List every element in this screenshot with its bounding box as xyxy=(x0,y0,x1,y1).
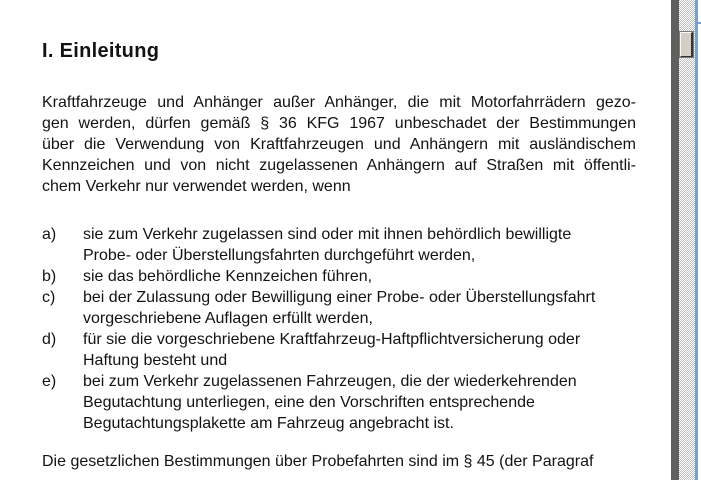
list-item-text xyxy=(83,329,636,371)
list-item xyxy=(42,224,636,266)
list-item-text xyxy=(83,371,636,434)
conditions-list xyxy=(42,224,636,434)
scrollbar-thumb[interactable] xyxy=(679,31,694,58)
text-line: bei der Zulassung oder Bewilligung einer Probe- oder Überstellungsfahrt xyxy=(83,289,596,306)
closing-paragraph xyxy=(42,451,636,472)
text-line: gen werden, dürfen gemäß § 36 KFG 1967 unbeschadet der Bestimmungen xyxy=(42,115,636,132)
text-line: Begutachtung unterliegen, eine den Vorschriften entsprechende xyxy=(83,394,535,411)
scrollbar-track[interactable] xyxy=(679,0,695,480)
text-line: über die Verwendung von Kraftfahrzeugen und Anhängern mit ausländischem xyxy=(42,136,636,153)
list-item-text xyxy=(83,287,636,329)
list-item xyxy=(42,266,636,287)
text-line: Kennzeichen und von nicht zugelassenen Anhängern auf Straßen mit öffentli- xyxy=(42,157,636,174)
text-line: sie das behördliche Kennzeichen führen, xyxy=(83,268,373,285)
list-item-label: e) xyxy=(42,373,57,390)
list-item xyxy=(42,371,636,434)
text-line: chem Verkehr nur verwendet werden, wenn xyxy=(42,178,351,195)
page-edge-bar xyxy=(671,0,679,480)
list-item-text xyxy=(83,266,636,287)
text-line: Haftung besteht und xyxy=(83,352,228,369)
list-item xyxy=(42,329,636,371)
text-line: Probe- oder Überstellungsfahrten durchgeführt werden, xyxy=(83,247,476,264)
list-item-label: a) xyxy=(42,226,57,243)
document-page xyxy=(42,0,636,480)
list-item xyxy=(42,287,636,329)
window-edge-tick xyxy=(697,22,701,24)
list-item-label: b) xyxy=(42,268,57,285)
text-line: vorgeschriebene Auflagen erfüllt werden, xyxy=(83,310,373,327)
list-item-label: c) xyxy=(42,289,56,306)
text-line: Kraftfahrzeuge und Anhänger außer Anhänger, die mit Motorfahrrädern gezo- xyxy=(42,94,636,111)
text-line: für sie die vorgeschriebene Kraftfahrzeug-Haftpflichtversicherung oder xyxy=(83,331,581,348)
text-line: bei zum Verkehr zugelassenen Fahrzeugen, die der wiederkehrenden xyxy=(83,373,577,390)
list-item-text xyxy=(83,224,636,266)
list-item-label: d) xyxy=(42,331,57,348)
text-line: sie zum Verkehr zugelassen sind oder mit ihnen behördlich bewilligte xyxy=(83,226,572,243)
window-edge-line xyxy=(695,0,698,480)
section-heading: I. Einleitung xyxy=(42,40,160,62)
text-line: Begutachtungsplakette am Fahrzeug angebracht ist. xyxy=(83,415,454,432)
text-line: Die gesetzlichen Bestimmungen über Probefahrten sind im § 45 (der Paragraf xyxy=(42,453,594,470)
intro-paragraph xyxy=(42,92,636,197)
